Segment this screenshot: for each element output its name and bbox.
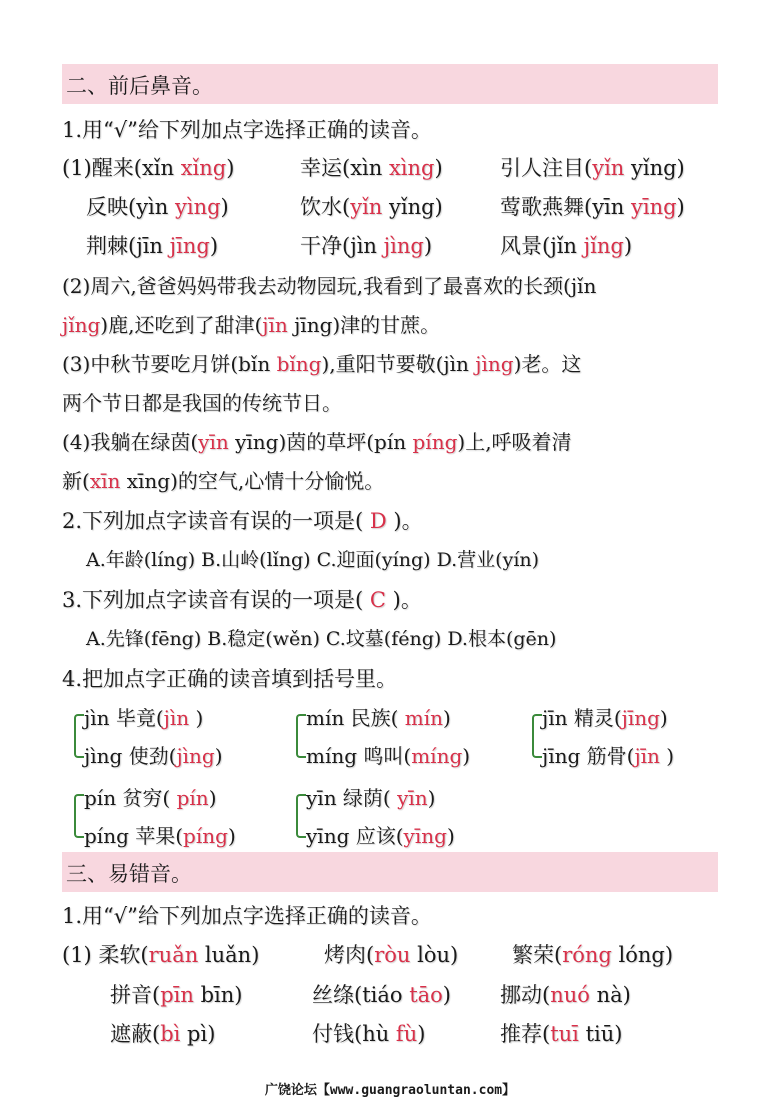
answer-text: tāo (409, 983, 443, 1007)
answer-text: bǐng (276, 352, 322, 376)
text-fragment: 干净(jìn (300, 234, 384, 258)
answer-text: xǐng (180, 156, 227, 180)
answer-text: mín (404, 706, 444, 730)
text-fragment: ) (214, 744, 223, 768)
pinyin-item (300, 232, 432, 260)
answer-text: jìng (383, 234, 424, 258)
paragraph-line: 两个节日都是我国的传统节日。 (62, 391, 342, 415)
text-fragment: ) (227, 824, 236, 848)
answer-text: jǐng (62, 313, 101, 337)
group-row (542, 742, 674, 770)
text-fragment: 引人注目( (500, 156, 593, 180)
text-fragment: 新( (62, 469, 90, 493)
answer-text: yīng (630, 195, 677, 219)
text-fragment: ) (209, 234, 219, 258)
text-fragment: )上,呼吸着清 (457, 430, 572, 454)
text-fragment: ) (676, 195, 685, 219)
answer-text: píng (183, 824, 228, 848)
paragraph-line (62, 467, 384, 495)
question-text: 1.用“√”给下列加点字选择正确的读音。 (62, 118, 432, 142)
answer-text: jīng (621, 706, 660, 730)
text-fragment: míng 鸣叫( (306, 744, 412, 768)
text-fragment: lòu) (410, 943, 459, 967)
text-fragment: )鹿,还吃到了甜津( (100, 313, 263, 337)
answer-text: yīn (397, 786, 428, 810)
text-fragment: 2.下列加点字读音有误的一项是( (62, 509, 364, 533)
text-fragment: ) (623, 234, 633, 258)
text-fragment: ) (443, 706, 451, 730)
pinyin-item (324, 941, 458, 969)
text-fragment: ) (442, 983, 451, 1007)
brace-icon (296, 714, 306, 758)
text-fragment: 幸运(xìn (300, 156, 389, 180)
text-fragment: jīng)津的甘蔗。 (287, 313, 441, 337)
section-header (62, 64, 718, 104)
footer-watermark (0, 1079, 780, 1098)
text-fragment: jīn 精灵( (542, 706, 622, 730)
answer-text: ròu (374, 943, 411, 967)
answer-text: yīng (403, 824, 447, 848)
answer-text: C (363, 588, 393, 612)
answer-text: jīn (634, 744, 660, 768)
text-fragment: xīng)的空气,心情十分愉悦。 (120, 469, 385, 493)
text-fragment: 饮水( (300, 195, 351, 219)
text-fragment: lóng) (611, 943, 674, 967)
pinyin-item (500, 232, 632, 260)
question-text: 1.用“√”给下列加点字选择正确的读音。 (62, 904, 432, 928)
answer-text: xīn (89, 469, 121, 493)
text-fragment: nà) (589, 983, 631, 1007)
text-fragment: yǐng) (624, 156, 685, 180)
text-fragment: 莺歌燕舞(yīn (500, 195, 631, 219)
brace-icon (74, 714, 84, 758)
text-fragment: 推荐( (500, 1022, 551, 1046)
polyphone-group (296, 784, 496, 854)
text-fragment: pín 贫穷( (84, 786, 177, 810)
brace-icon (532, 714, 542, 758)
text-fragment: 付钱(hù (312, 1022, 396, 1046)
text-fragment: luǎn) (198, 943, 260, 967)
pinyin-item (86, 232, 218, 260)
text-fragment: 风景(jǐn (500, 234, 584, 258)
answer-text: róng (562, 943, 612, 967)
group-row (306, 704, 451, 732)
text-fragment: 遮蔽( (110, 1022, 161, 1046)
text-fragment: 3.下列加点字读音有误的一项是( (62, 588, 364, 612)
group-row (306, 784, 435, 812)
paragraph-line (62, 311, 440, 339)
group-row (84, 784, 217, 812)
group-row (306, 742, 470, 770)
answer-text: píng (412, 430, 458, 454)
text-fragment: tiū) (578, 1022, 623, 1046)
polyphone-group (296, 704, 496, 774)
pinyin-item (86, 193, 229, 221)
answer-text: fù (395, 1022, 418, 1046)
text-fragment: (3)中秋节要吃月饼(bǐn (62, 352, 277, 376)
text-fragment: ) (189, 706, 204, 730)
answer-text: pīn (160, 983, 194, 1007)
question-text (62, 586, 422, 614)
text-fragment: jìng 使劲( (84, 744, 177, 768)
brace-icon (296, 794, 306, 838)
group-row (84, 742, 223, 770)
options-line: A.先锋(fēng) B.稳定(wěn) C.坟墓(féng) D.根本(gēn) (86, 628, 557, 650)
question-text (62, 507, 423, 535)
text-fragment: ) (423, 234, 433, 258)
paragraph-line: (2)周六,爸爸妈妈带我去动物园玩,我看到了最喜欢的长颈(jǐn (62, 274, 597, 298)
text-fragment: yīn 绿荫( (306, 786, 398, 810)
text-fragment: ) (208, 786, 217, 810)
text-fragment: ) (226, 156, 235, 180)
text-fragment: (1)醒来(xǐn (62, 156, 181, 180)
answer-text: jīng (169, 234, 210, 258)
answer-text: D (363, 509, 394, 533)
text-fragment: ) (220, 195, 229, 219)
text-fragment: pì) (180, 1022, 216, 1046)
answer-text: pín (176, 786, 209, 810)
text-fragment: ) (427, 786, 436, 810)
text-fragment: 挪动( (500, 983, 551, 1007)
text-fragment: 繁荣( (512, 943, 563, 967)
footer-link[interactable]: 【www.guangraoluntan.com】 (316, 1083, 516, 1098)
text-fragment: yǐng) (382, 195, 443, 219)
answer-text: tuī (550, 1022, 579, 1046)
pinyin-item (110, 1020, 215, 1048)
pinyin-item (500, 154, 685, 182)
text-fragment: ) (446, 824, 455, 848)
answer-text: bì (160, 1022, 181, 1046)
group-row (542, 704, 668, 732)
group-row (84, 822, 236, 850)
section-title: 三、易错音。 (66, 862, 192, 886)
pinyin-item (300, 193, 443, 221)
text-fragment: 广饶论坛 (264, 1083, 317, 1098)
answer-text: jìn (163, 706, 190, 730)
text-fragment: ) (659, 744, 675, 768)
answer-text: nuó (550, 983, 590, 1007)
text-fragment: jìn 毕竟( (84, 706, 164, 730)
answer-text: jìng (475, 352, 514, 376)
text-fragment: yīng 应该( (306, 824, 404, 848)
polyphone-group (74, 704, 274, 774)
answer-text: jǐng (583, 234, 624, 258)
text-fragment: )。 (392, 588, 422, 612)
pinyin-item (110, 981, 242, 1009)
answer-text: ruǎn (148, 943, 199, 967)
options-line: A.年龄(líng) B.山岭(lǐng) C.迎面(yíng) D.营业(yín) (86, 549, 540, 571)
question-text: 4.把加点字正确的读音填到括号里。 (62, 667, 398, 691)
text-fragment: 反映(yìn (86, 195, 175, 219)
answer-text: xìng (388, 156, 435, 180)
text-fragment: ) (417, 1022, 426, 1046)
group-row (306, 822, 455, 850)
pinyin-item (62, 154, 234, 182)
text-fragment: bīn) (193, 983, 243, 1007)
answer-text: jīn (262, 313, 288, 337)
pinyin-item (62, 941, 259, 969)
text-fragment: mín 民族( (306, 706, 405, 730)
polyphone-group (532, 704, 732, 774)
pinyin-item (312, 1020, 425, 1048)
polyphone-group (74, 784, 274, 854)
text-fragment: ) (462, 744, 471, 768)
paragraph-line (62, 428, 572, 456)
answer-text: míng (411, 744, 463, 768)
pinyin-item (500, 193, 685, 221)
text-fragment: )老。这 (513, 352, 582, 376)
text-fragment: 丝绦(tiáo (312, 983, 410, 1007)
text-fragment: (4)我躺在绿茵( (62, 430, 199, 454)
text-fragment: 拼音( (110, 983, 161, 1007)
section-title: 二、前后鼻音。 (66, 74, 213, 98)
section-header (62, 852, 718, 892)
brace-icon (74, 794, 84, 838)
text-fragment: 烤肉( (324, 943, 375, 967)
pinyin-item (312, 981, 451, 1009)
text-fragment: píng 苹果( (84, 824, 184, 848)
paragraph-line (62, 350, 581, 378)
text-fragment: ) (659, 706, 668, 730)
text-fragment: ) (434, 156, 443, 180)
text-fragment: )。 (393, 509, 423, 533)
text-fragment: jīng 筋骨( (542, 744, 635, 768)
pinyin-item (512, 941, 673, 969)
answer-text: yǐn (350, 195, 383, 219)
pinyin-item (300, 154, 443, 182)
answer-text: jìng (176, 744, 215, 768)
text-fragment: ),重阳节要敬(jìn (321, 352, 476, 376)
text-fragment: 荆棘(jīn (86, 234, 170, 258)
text-fragment: yīng)茵的草坪(pín (228, 430, 413, 454)
answer-text: yìng (174, 195, 221, 219)
answer-text: yǐn (592, 156, 625, 180)
answer-text: yīn (198, 430, 229, 454)
pinyin-item (500, 981, 631, 1009)
pinyin-item (500, 1020, 622, 1048)
text-fragment: (1) 柔软( (62, 943, 149, 967)
group-row (84, 704, 203, 732)
